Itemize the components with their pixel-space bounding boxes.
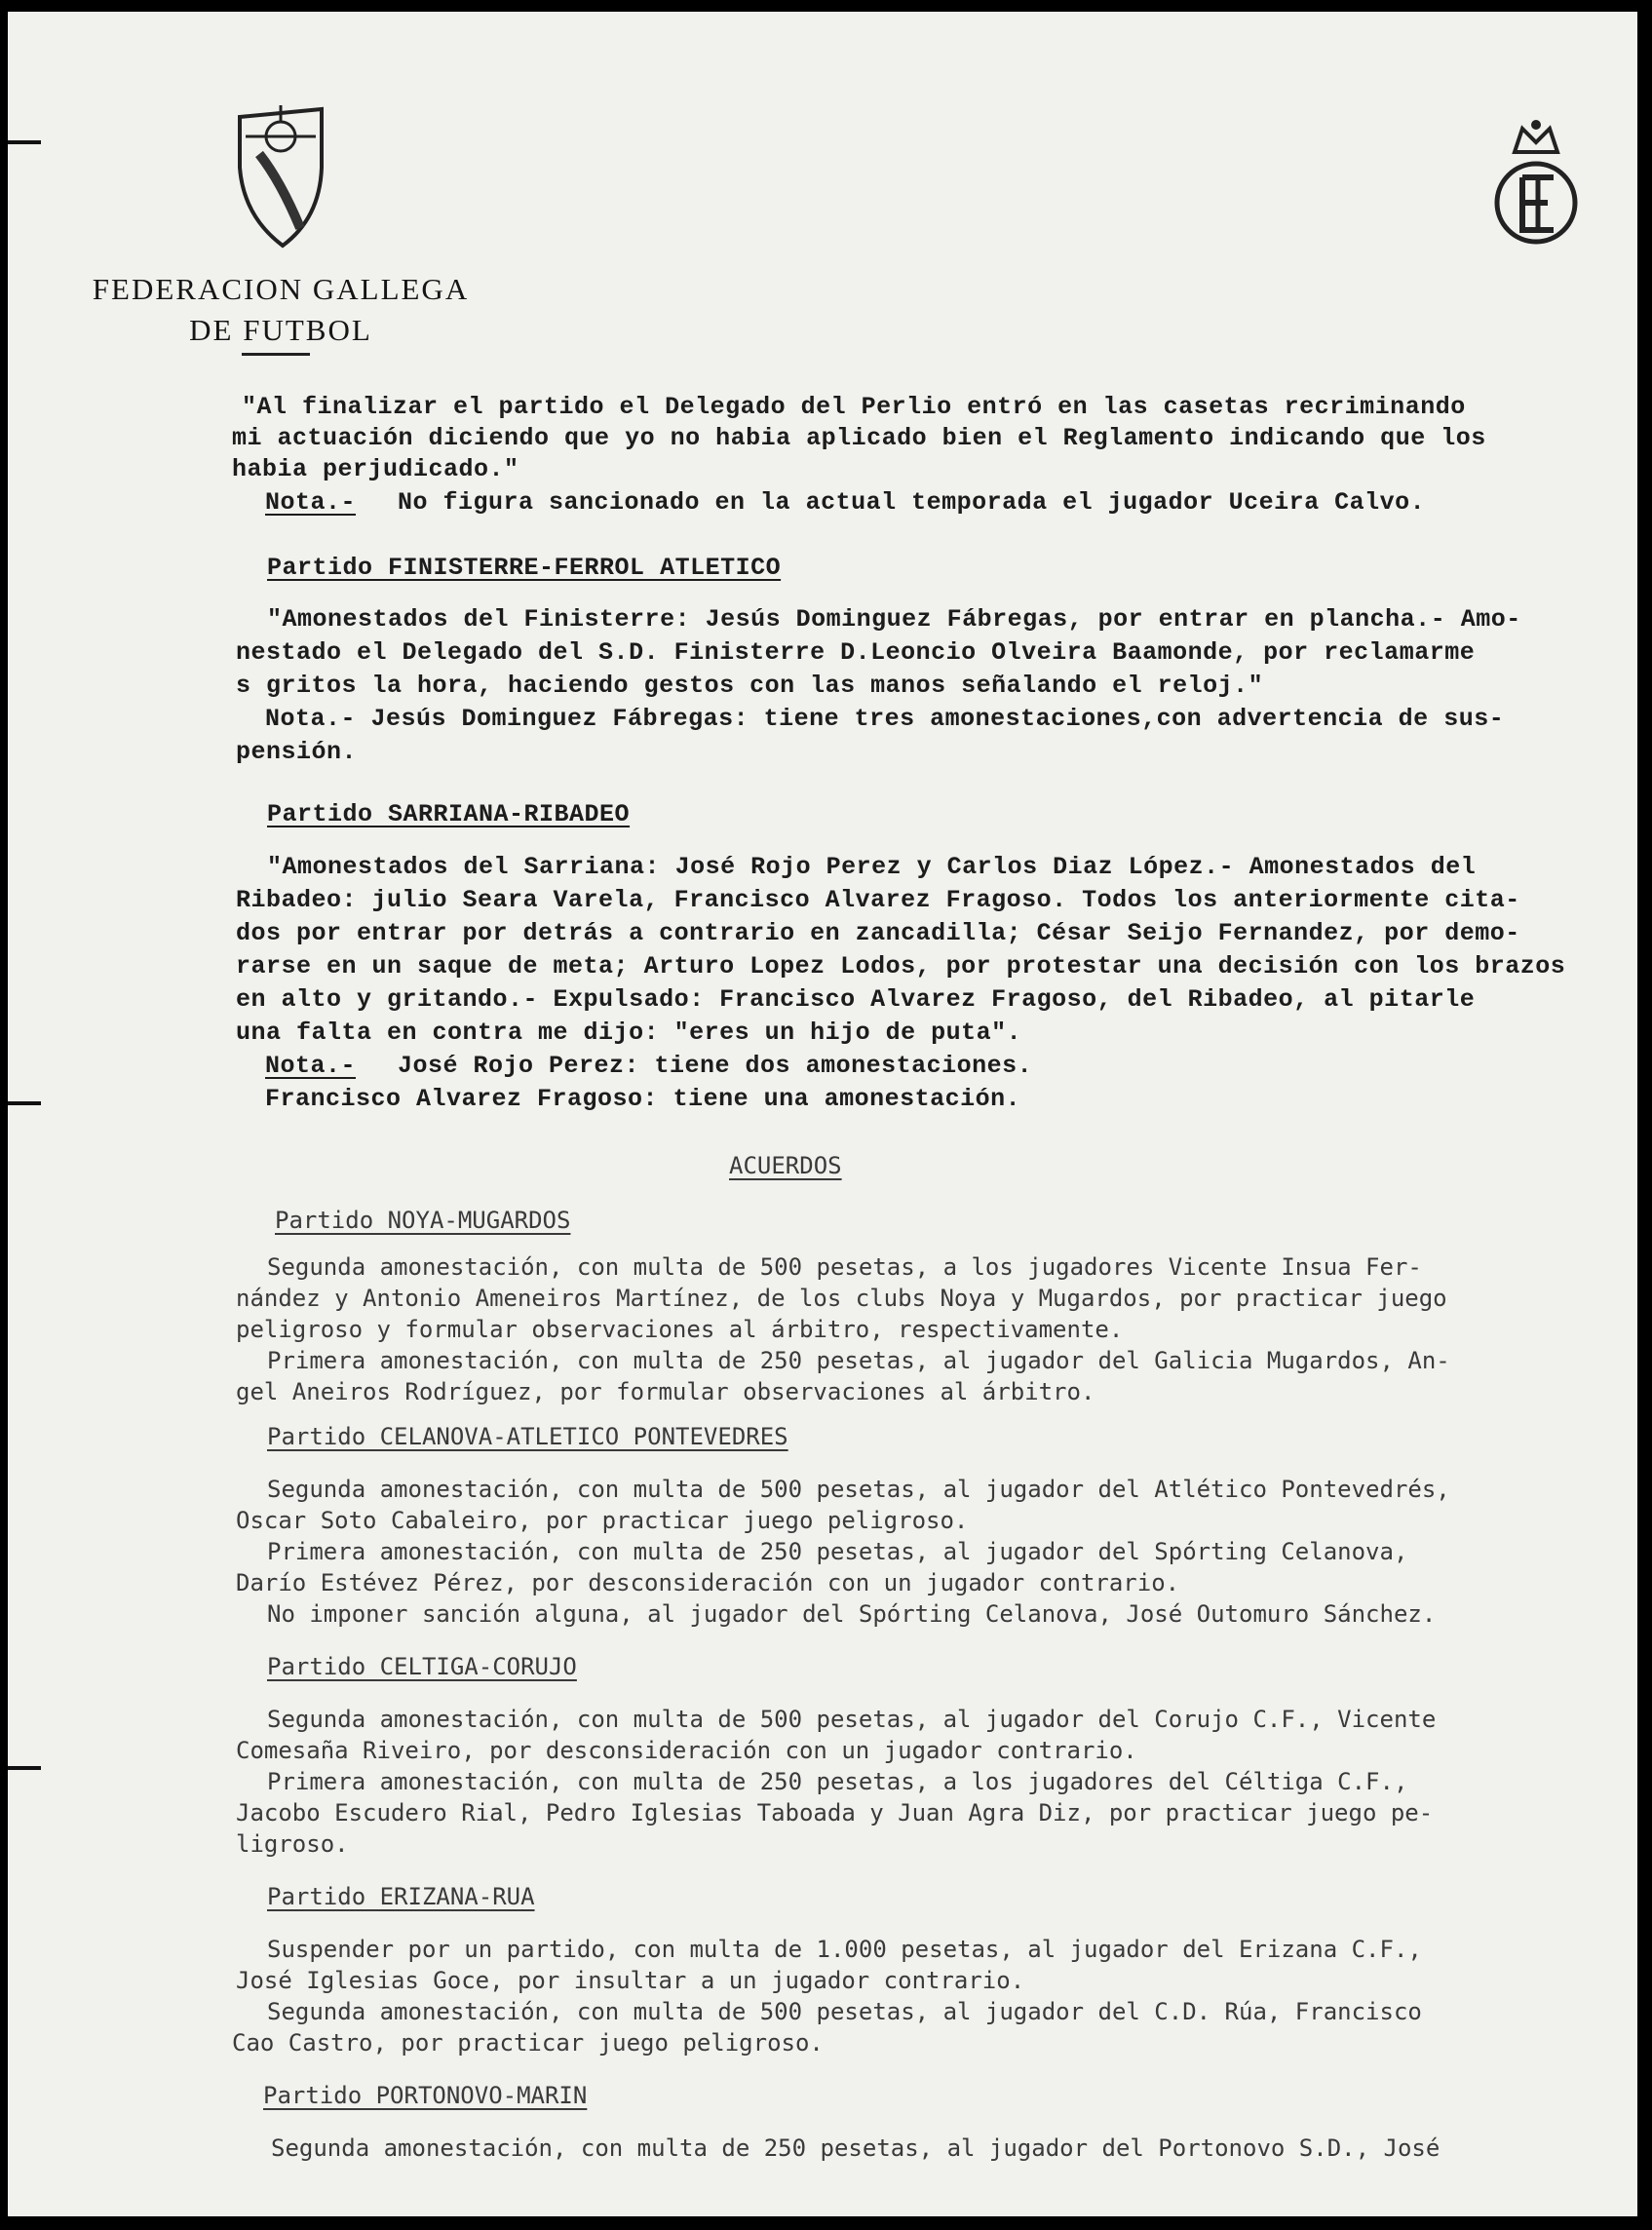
text-line: "Amonestados del Finisterre: Jesús Dominguez Fábregas, por entrar en plancha.- Amo-: [267, 605, 1521, 634]
text-line: rarse en un saque de meta; Arturo Lopez Lodos, por protestar una decisión con los brazos: [236, 952, 1566, 980]
text-line: mi actuación diciendo que yo no habia aplicado bien el Reglamento indicando que los: [232, 424, 1486, 452]
text-line: Nota.-: [265, 1052, 357, 1080]
text-line: Cao Castro, por practicar juego peligroso.: [232, 2029, 824, 2057]
text-line: Partido PORTONOVO-MARIN: [263, 2082, 588, 2109]
text-line: Segunda amonestación, con multa de 500 pesetas, al jugador del Corujo C.F., Vicente: [267, 1706, 1437, 1733]
text-line: Nota.-: [265, 488, 357, 517]
text-line: Primera amonestación, con multa de 250 pesetas, al jugador del Spórting Celanova,: [267, 1538, 1408, 1565]
federation-name-line1: FEDERACION GALLEGA: [92, 272, 470, 306]
text-line: Partido SARRIANA-RIBADEO: [267, 800, 631, 828]
text-line: Segunda amonestación, con multa de 500 pesetas, al jugador del Atlético Pontevedrés,: [267, 1476, 1450, 1503]
text-line: Segunda amonestación, con multa de 500 pesetas, al jugador del C.D. Rúa, Francisco: [267, 1998, 1422, 2025]
text-line: "Amonestados del Sarriana: José Rojo Perez y Carlos Diaz López.- Amonestados del: [267, 853, 1477, 881]
text-line: Partido ERIZANA-RUA: [267, 1883, 535, 1910]
text-line: Comesaña Riveiro, por desconsideración con un jugador contrario.: [236, 1737, 1137, 1764]
text-line: Segunda amonestación, con multa de 250 pesetas, al jugador del Portonovo S.D., José: [271, 2134, 1441, 2162]
text-line: habia perjudicado.": [232, 455, 519, 483]
text-line: Nota.- Jesús Dominguez Fábregas: tiene tres amonestaciones,con advertencia de sus-: [265, 705, 1505, 733]
text-line: José Rojo Perez: tiene dos amonestaciones.: [398, 1052, 1033, 1080]
binding-mark: [8, 140, 41, 144]
text-line: en alto y gritando.- Expulsado: Francisco Alvarez Fragoso, del Ribadeo, al pitarle: [236, 985, 1476, 1014]
text-line: una falta en contra me dijo: "eres un hijo de puta".: [236, 1019, 1022, 1047]
text-line: nestado el Delegado del S.D. Finisterre D.Leoncio Olveira Baamonde, por reclamarme: [236, 638, 1476, 667]
text-line: Suspender por un partido, con multa de 1.000 pesetas, al jugador del Erizana C.F.,: [267, 1936, 1422, 1963]
text-line: Jacobo Escudero Rial, Pedro Iglesias Taboada y Juan Agra Diz, por practicar juego pe-: [236, 1799, 1434, 1826]
text-line: dos por entrar por detrás a contrario en zancadilla; César Seijo Fernandez, por demo-: [236, 919, 1520, 947]
text-line: Partido CELTIGA-CORUJO: [267, 1653, 577, 1680]
text-line: Segunda amonestación, con multa de 500 pesetas, a los jugadores Vicente Insua Fer-: [267, 1253, 1422, 1281]
text-line: ACUERDOS: [729, 1152, 842, 1179]
text-line: Primera amonestación, con multa de 250 pesetas, al jugador del Galicia Mugardos, An-: [267, 1347, 1450, 1374]
text-line: Francisco Alvarez Fragoso: tiene una amonestación.: [265, 1085, 1021, 1113]
text-line: José Iglesias Goce, por insultar a un jugador contrario.: [236, 1967, 1025, 1994]
text-line: No imponer sanción alguna, al jugador del Spórting Celanova, José Outomuro Sánchez.: [267, 1600, 1437, 1628]
binding-mark: [8, 1101, 41, 1105]
document-page: [8, 12, 1637, 2216]
text-line: No figura sancionado en la actual temporada el jugador Uceira Calvo.: [398, 488, 1426, 517]
royal-federation-emblem: [1489, 117, 1583, 250]
text-line: s gritos la hora, haciendo gestos con las manos señalando el reloj.": [236, 672, 1264, 700]
binding-mark: [8, 1766, 41, 1770]
text-line: peligroso y formular observaciones al árbitro, respectivamente.: [236, 1316, 1124, 1343]
text-line: nández y Antonio Ameneiros Martínez, de los clubs Noya y Mugardos, por practicar juego: [236, 1285, 1447, 1312]
federation-name-line2: DE FUTBOL: [189, 313, 372, 347]
text-line: Ribadeo: julio Seara Varela, Francisco Alvarez Fragoso. Todos los anteriormente cita-: [236, 886, 1520, 914]
text-line: Partido FINISTERRE-FERROL ATLETICO: [267, 554, 782, 582]
federation-name: [86, 269, 476, 351]
text-line: ligroso.: [236, 1830, 349, 1858]
text-line: Darío Estévez Pérez, por desconsideración con un jugador contrario.: [236, 1569, 1180, 1596]
text-line: Primera amonestación, con multa de 250 pesetas, a los jugadores del Céltiga C.F.,: [267, 1768, 1408, 1795]
letterhead-rule: [242, 353, 310, 356]
federation-crest-logo: [232, 103, 329, 250]
text-line: Partido CELANOVA-ATLETICO PONTEVEDRES: [267, 1423, 788, 1450]
text-line: pensión.: [236, 738, 358, 766]
text-line: gel Aneiros Rodríguez, por formular observaciones al árbitro.: [236, 1378, 1095, 1405]
text-line: Partido NOYA-MUGARDOS: [275, 1207, 571, 1234]
text-line: Oscar Soto Cabaleiro, por practicar juego peligroso.: [236, 1507, 969, 1534]
text-line: "Al finalizar el partido el Delegado del Perlio entró en las casetas recriminando: [242, 393, 1466, 421]
